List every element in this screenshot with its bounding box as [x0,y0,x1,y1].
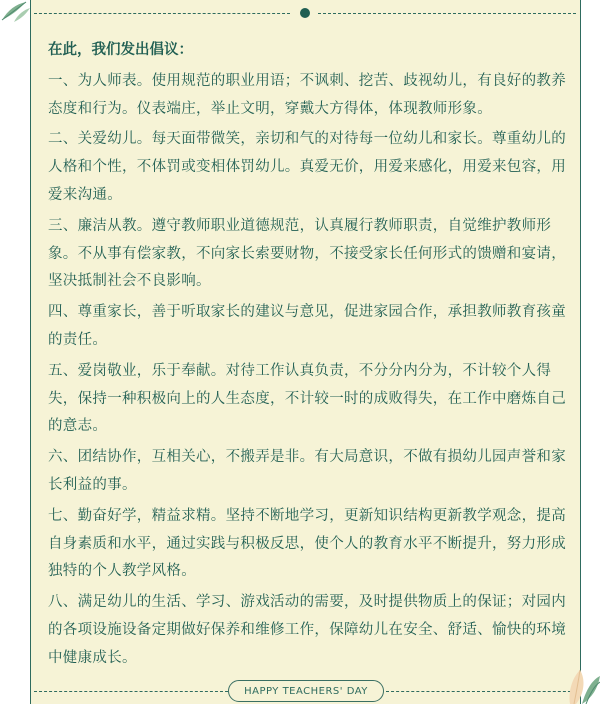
initiative-item: 一、为人师表。使用规范的职业用语；不讽刺、挖苦、歧视幼儿，有良好的教养态度和行为。仪表端庄，举止文明，穿戴大方得体，体现教师形象。 [48,72,566,117]
initiative-item: 五、爱岗敬业，乐于奉献。对待工作认真负责，不分分内分为，不计较个人得失，保持一种积极向上的人生态度，不计较一时的成败得失，在工作中磨炼自己的意志。 [48,362,566,435]
dot-ornament-icon [300,8,310,18]
initiative-item: 四、尊重家长，善于听取家长的建议与意见，促进家园合作，承担教师教育孩童的责任。 [48,304,566,348]
top-dashed-rule-left [34,13,290,14]
bottom-dashed-rule-right [386,691,576,692]
leaf-icon [0,0,30,22]
flower-bud-icon [562,654,600,704]
happy-teachers-day-badge: HAPPY TEACHERS' DAY [228,680,384,702]
initiative-item: 二、关爱幼儿。每天面带微笑，亲切和气的对待每一位幼儿和家长。尊重幼儿的人格和个性，不体罚或变相体罚幼儿。真爱无价，用爱来感化，用爱来包容，用爱来沟通。 [48,131,566,203]
left-border [30,0,31,704]
initiative-item: 三、廉洁从教。遵守教师职业道德规范，认真履行教师职责，自觉维护教师形象。不从事有偿家教，不向家长索要财物，不接受家长任何形式的馈赠和宴请，坚决抵制社会不良影响。 [48,217,566,290]
top-dashed-rule-right [318,13,576,14]
intro-heading: 在此，我们发出倡议： [48,42,193,58]
initiative-item: 八、满足幼儿的生活、学习、游戏活动的需要，及时提供物质上的保证；对园内的各项设施设备定期做好保养和维修工作，保障幼儿在安全、舒适、愉快的环境中健康成长。 [48,594,566,666]
initiative-body [48,37,568,676]
right-border [580,0,581,704]
bottom-dashed-rule-left [34,691,228,692]
initiative-item: 六、团结协作，互相关心，不搬弄是非。有大局意识，不做有损幼儿园声誉和家长利益的事。 [48,449,566,493]
initiative-item: 七、勤奋好学，精益求精。坚持不断地学习，更新知识结构更新教学观念，提高自身素质和水平，通过实践与积极反思，使个人的教育水平不断提升，努力形成独特的个人教学风格。 [48,507,566,580]
